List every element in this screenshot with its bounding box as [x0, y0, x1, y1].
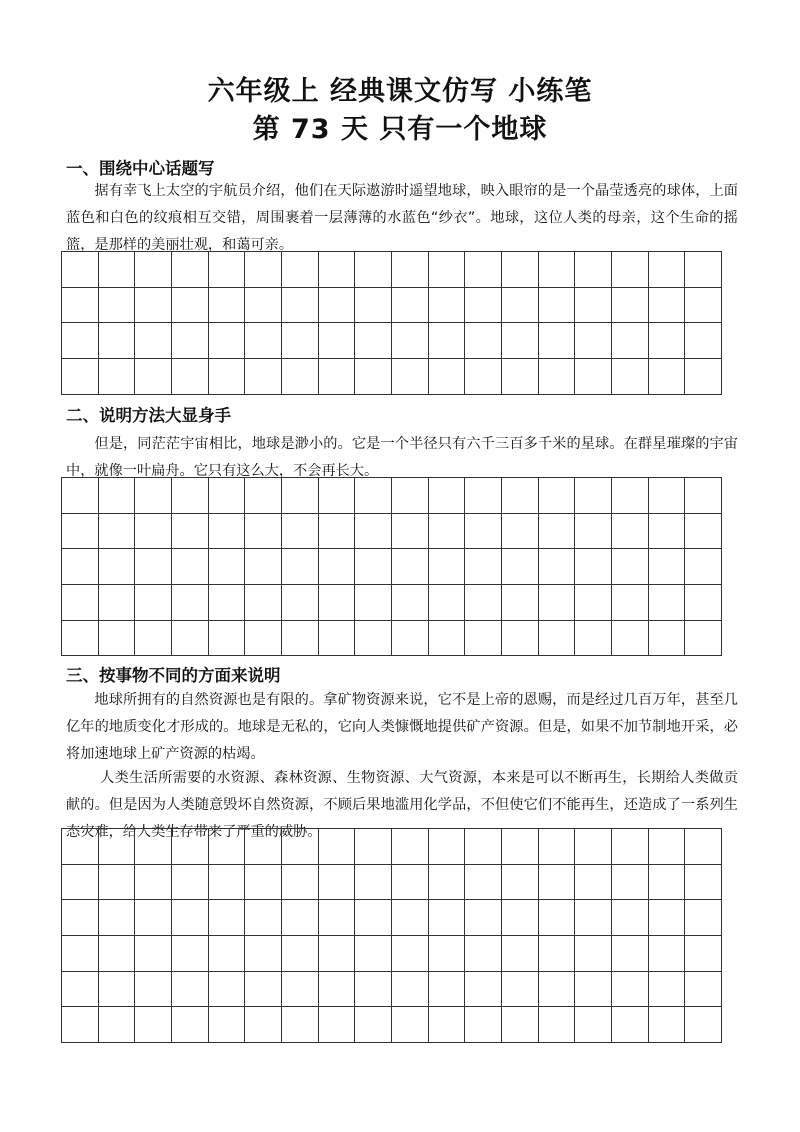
grid-cell[interactable]: [685, 621, 722, 657]
grid-cell[interactable]: [319, 865, 356, 901]
grid-cell[interactable]: [429, 323, 466, 359]
grid-cell[interactable]: [62, 621, 99, 657]
grid-cell[interactable]: [355, 359, 392, 395]
grid-cell[interactable]: [172, 252, 209, 288]
grid-cell[interactable]: [282, 288, 319, 324]
grid-cell[interactable]: [429, 359, 466, 395]
grid-cell[interactable]: [62, 323, 99, 359]
section-1-paragraph: 据有幸飞上太空的宇航员介绍，他们在天际遨游时遥望地球，映入眼帘的是一个晶莹透亮的球体，上面蓝色和白色的纹痕相互交错，周围裹着一层薄薄的水蓝色“纱衣”。地球，这位人类的母亲，这个生命的摇篮，是那样的美丽壮观，和蔼可亲。: [66, 183, 738, 253]
grid-cell[interactable]: [465, 288, 502, 324]
grid-cell[interactable]: [135, 252, 172, 288]
grid-cell[interactable]: [392, 323, 429, 359]
grid-cell[interactable]: [172, 585, 209, 621]
grid-cell[interactable]: [429, 252, 466, 288]
grid-cell[interactable]: [282, 972, 319, 1008]
grid-cell[interactable]: [319, 359, 356, 395]
grid-cell[interactable]: [135, 323, 172, 359]
grid-cell[interactable]: [575, 514, 612, 550]
grid-cell[interactable]: [62, 865, 99, 901]
grid-cell[interactable]: [355, 478, 392, 514]
grid-cell[interactable]: [575, 323, 612, 359]
grid-cell[interactable]: [282, 359, 319, 395]
grid-cell[interactable]: [502, 514, 539, 550]
lesson-title: 第 73 天 只有一个地球: [252, 114, 548, 145]
grid-cell[interactable]: [135, 478, 172, 514]
grid-cell[interactable]: [502, 549, 539, 585]
grid-cell[interactable]: [282, 621, 319, 657]
grid-cell[interactable]: [209, 478, 246, 514]
grid-cell[interactable]: [135, 288, 172, 324]
grid-cell[interactable]: [172, 359, 209, 395]
grid-cell[interactable]: [319, 478, 356, 514]
grid-cell[interactable]: [355, 252, 392, 288]
grid-cell[interactable]: [62, 478, 99, 514]
grid-cell[interactable]: [282, 252, 319, 288]
grid-cell[interactable]: [575, 865, 612, 901]
grid-cell[interactable]: [612, 936, 649, 972]
grid-cell[interactable]: [429, 829, 466, 865]
grid-cell[interactable]: [172, 829, 209, 865]
grid-cell[interactable]: [392, 359, 429, 395]
grid-cell[interactable]: [319, 972, 356, 1008]
grid-cell[interactable]: [429, 936, 466, 972]
grid-cell[interactable]: [135, 972, 172, 1008]
grid-cell[interactable]: [172, 549, 209, 585]
grid-cell[interactable]: [172, 1007, 209, 1043]
grid-cell[interactable]: [282, 829, 319, 865]
grid-cell[interactable]: [209, 549, 246, 585]
grid-cell[interactable]: [99, 621, 136, 657]
grid-cell[interactable]: [99, 323, 136, 359]
grid-cell[interactable]: [649, 1007, 686, 1043]
grid-cell[interactable]: [465, 900, 502, 936]
grid-cell[interactable]: [319, 621, 356, 657]
grid-cell[interactable]: [502, 1007, 539, 1043]
grid-cell[interactable]: [392, 1007, 429, 1043]
grid-cell[interactable]: [392, 972, 429, 1008]
grid-cell[interactable]: [209, 288, 246, 324]
grid-cell[interactable]: [245, 936, 282, 972]
grid-cell[interactable]: [319, 829, 356, 865]
grid-cell[interactable]: [465, 252, 502, 288]
grid-cell[interactable]: [649, 359, 686, 395]
grid-cell[interactable]: [245, 288, 282, 324]
grid-cell[interactable]: [135, 936, 172, 972]
grid-cell[interactable]: [209, 936, 246, 972]
grid-cell[interactable]: [502, 323, 539, 359]
grid-cell[interactable]: [172, 323, 209, 359]
grid-cell[interactable]: [392, 621, 429, 657]
grid-cell[interactable]: [539, 585, 576, 621]
grid-cell[interactable]: [319, 288, 356, 324]
grid-cell[interactable]: [685, 252, 722, 288]
grid-cell[interactable]: [355, 621, 392, 657]
grid-cell[interactable]: [649, 936, 686, 972]
grid-cell[interactable]: [392, 288, 429, 324]
grid-cell[interactable]: [355, 585, 392, 621]
grid-cell[interactable]: [539, 323, 576, 359]
grid-cell[interactable]: [502, 621, 539, 657]
grid-cell[interactable]: [685, 900, 722, 936]
grid-cell[interactable]: [135, 829, 172, 865]
grid-cell[interactable]: [172, 972, 209, 1008]
grid-cell[interactable]: [429, 621, 466, 657]
grid-cell[interactable]: [649, 252, 686, 288]
grid-cell[interactable]: [245, 900, 282, 936]
grid-cell[interactable]: [245, 252, 282, 288]
grid-cell[interactable]: [172, 900, 209, 936]
grid-cell[interactable]: [429, 1007, 466, 1043]
grid-cell[interactable]: [282, 865, 319, 901]
grid-cell[interactable]: [649, 288, 686, 324]
grid-cell[interactable]: [685, 936, 722, 972]
grid-cell[interactable]: [685, 478, 722, 514]
grid-cell[interactable]: [575, 359, 612, 395]
grid-cell[interactable]: [612, 585, 649, 621]
grid-cell[interactable]: [465, 865, 502, 901]
grid-cell[interactable]: [282, 1007, 319, 1043]
grid-cell[interactable]: [392, 936, 429, 972]
grid-cell[interactable]: [245, 323, 282, 359]
grid-cell[interactable]: [392, 865, 429, 901]
grid-cell[interactable]: [429, 549, 466, 585]
grid-cell[interactable]: [282, 478, 319, 514]
grid-cell[interactable]: [685, 288, 722, 324]
grid-cell[interactable]: [465, 585, 502, 621]
writing-grid-3[interactable]: [61, 828, 722, 1043]
grid-cell[interactable]: [649, 323, 686, 359]
grid-cell[interactable]: [282, 323, 319, 359]
grid-cell[interactable]: [355, 900, 392, 936]
writing-grid-2[interactable]: [61, 477, 722, 656]
grid-cell[interactable]: [649, 621, 686, 657]
grid-cell[interactable]: [575, 621, 612, 657]
grid-cell[interactable]: [539, 359, 576, 395]
grid-cell[interactable]: [245, 359, 282, 395]
grid-cell[interactable]: [612, 514, 649, 550]
grid-cell[interactable]: [209, 514, 246, 550]
grid-cell[interactable]: [62, 1007, 99, 1043]
grid-cell[interactable]: [465, 829, 502, 865]
grid-cell[interactable]: [649, 972, 686, 1008]
grid-cell[interactable]: [539, 972, 576, 1008]
grid-cell[interactable]: [172, 478, 209, 514]
grid-cell[interactable]: [172, 936, 209, 972]
grid-cell[interactable]: [502, 865, 539, 901]
grid-cell[interactable]: [355, 1007, 392, 1043]
grid-cell[interactable]: [502, 252, 539, 288]
grid-cell[interactable]: [575, 972, 612, 1008]
grid-cell[interactable]: [649, 900, 686, 936]
grid-cell[interactable]: [245, 621, 282, 657]
grid-cell[interactable]: [245, 478, 282, 514]
grid-cell[interactable]: [355, 936, 392, 972]
grid-cell[interactable]: [685, 829, 722, 865]
grid-cell[interactable]: [685, 359, 722, 395]
grid-cell[interactable]: [539, 549, 576, 585]
grid-cell[interactable]: [612, 1007, 649, 1043]
grid-cell[interactable]: [465, 514, 502, 550]
grid-cell[interactable]: [392, 478, 429, 514]
grid-cell[interactable]: [209, 621, 246, 657]
grid-cell[interactable]: [99, 359, 136, 395]
grid-cell[interactable]: [209, 972, 246, 1008]
grid-cell[interactable]: [465, 323, 502, 359]
section-heading-2: 二、说明方法大显身手: [66, 406, 231, 425]
grid-cell[interactable]: [539, 252, 576, 288]
grid-cell[interactable]: [99, 252, 136, 288]
grid-cell[interactable]: [99, 936, 136, 972]
grid-cell[interactable]: [99, 1007, 136, 1043]
grid-cell[interactable]: [612, 865, 649, 901]
grid-cell[interactable]: [429, 865, 466, 901]
grid-cell[interactable]: [465, 549, 502, 585]
grid-cell[interactable]: [319, 1007, 356, 1043]
grid-cell[interactable]: [649, 585, 686, 621]
grid-cell[interactable]: [502, 585, 539, 621]
writing-grid-1[interactable]: [61, 251, 722, 395]
grid-cell[interactable]: [209, 865, 246, 901]
grid-cell[interactable]: [685, 323, 722, 359]
grid-cell[interactable]: [612, 829, 649, 865]
grid-cell[interactable]: [392, 549, 429, 585]
grid-cell[interactable]: [319, 514, 356, 550]
grid-cell[interactable]: [502, 900, 539, 936]
grid-cell[interactable]: [539, 1007, 576, 1043]
grid-cell[interactable]: [99, 972, 136, 1008]
grid-cell[interactable]: [209, 900, 246, 936]
grid-cell[interactable]: [649, 549, 686, 585]
grid-cell[interactable]: [502, 829, 539, 865]
grid-cell[interactable]: [392, 585, 429, 621]
grid-cell[interactable]: [612, 288, 649, 324]
grid-cell[interactable]: [575, 936, 612, 972]
grid-cell[interactable]: [172, 865, 209, 901]
grid-cell[interactable]: [429, 478, 466, 514]
grid-cell[interactable]: [135, 359, 172, 395]
grid-cell[interactable]: [99, 865, 136, 901]
grid-cell[interactable]: [355, 514, 392, 550]
section-3-paragraph-2: 人类生活所需要的水资源、森林资源、生物资源、大气资源，本来是可以不断再生，长期给人类做贡献的。但是因为人类随意毁坏自然资源，不顾后果地滥用化学品，不但使它们不能再生，还造成了一系列生态灾难，给人类生存带来了严重的威胁。: [66, 770, 738, 840]
grid-cell[interactable]: [319, 252, 356, 288]
grid-cell[interactable]: [502, 359, 539, 395]
grid-cell[interactable]: [685, 514, 722, 550]
grid-cell[interactable]: [99, 549, 136, 585]
grid-cell[interactable]: [245, 829, 282, 865]
grid-cell[interactable]: [319, 900, 356, 936]
grid-cell[interactable]: [282, 514, 319, 550]
grid-cell[interactable]: [209, 1007, 246, 1043]
grid-cell[interactable]: [575, 288, 612, 324]
grid-cell[interactable]: [62, 936, 99, 972]
grid-cell[interactable]: [429, 514, 466, 550]
grid-cell[interactable]: [685, 865, 722, 901]
grid-cell[interactable]: [502, 478, 539, 514]
grid-cell[interactable]: [392, 514, 429, 550]
grid-cell[interactable]: [649, 478, 686, 514]
grid-cell[interactable]: [539, 514, 576, 550]
grid-cell[interactable]: [245, 514, 282, 550]
grid-cell[interactable]: [612, 549, 649, 585]
grid-cell[interactable]: [465, 1007, 502, 1043]
grid-cell[interactable]: [539, 900, 576, 936]
grid-cell[interactable]: [355, 865, 392, 901]
grid-cell[interactable]: [135, 549, 172, 585]
grid-cell[interactable]: [392, 900, 429, 936]
grid-cell[interactable]: [62, 549, 99, 585]
grid-cell[interactable]: [135, 1007, 172, 1043]
grid-cell[interactable]: [685, 549, 722, 585]
grid-cell[interactable]: [575, 585, 612, 621]
grid-cell[interactable]: [539, 936, 576, 972]
grid-cell[interactable]: [135, 865, 172, 901]
grid-cell[interactable]: [465, 936, 502, 972]
grid-cell[interactable]: [172, 621, 209, 657]
grid-cell[interactable]: [245, 1007, 282, 1043]
grid-cell[interactable]: [209, 359, 246, 395]
grid-cell[interactable]: [135, 585, 172, 621]
grid-cell[interactable]: [539, 621, 576, 657]
grid-cell[interactable]: [392, 252, 429, 288]
grid-cell[interactable]: [62, 829, 99, 865]
grid-cell[interactable]: [539, 288, 576, 324]
grid-cell[interactable]: [355, 829, 392, 865]
grid-cell[interactable]: [612, 972, 649, 1008]
grid-cell[interactable]: [539, 865, 576, 901]
grid-cell[interactable]: [245, 865, 282, 901]
grid-cell[interactable]: [649, 865, 686, 901]
section-2-paragraph: 但是，同茫茫宇宙相比，地球是渺小的。它是一个半径只有六千三百多千米的星球。在群星璀璨的宇宙中，就像一叶扁舟。它只有这么大，不会再长大。: [66, 436, 738, 479]
grid-cell[interactable]: [649, 829, 686, 865]
section-3-paragraph-1: 地球所拥有的自然资源也是有限的。拿矿物资源来说，它不是上帝的恩赐，而是经过几百万年，甚至几亿年的地质变化才形成的。地球是无私的，它向人类慷慨地提供矿产资源。但是，如果不加节制地开采，必将加速地球上矿产资源的枯竭。: [66, 692, 738, 762]
grid-cell[interactable]: [392, 829, 429, 865]
grid-cell[interactable]: [429, 972, 466, 1008]
grid-cell[interactable]: [429, 900, 466, 936]
grid-cell[interactable]: [319, 585, 356, 621]
grid-cell[interactable]: [135, 514, 172, 550]
section-heading-3: 三、按事物不同的方面来说明: [66, 666, 281, 685]
grid-cell[interactable]: [172, 514, 209, 550]
grid-cell[interactable]: [685, 585, 722, 621]
grid-cell[interactable]: [465, 478, 502, 514]
grid-cell[interactable]: [612, 359, 649, 395]
grid-cell[interactable]: [135, 621, 172, 657]
grid-cell[interactable]: [355, 972, 392, 1008]
grid-cell[interactable]: [99, 585, 136, 621]
grid-cell[interactable]: [685, 1007, 722, 1043]
grid-cell[interactable]: [502, 936, 539, 972]
grid-cell[interactable]: [99, 288, 136, 324]
grid-cell[interactable]: [612, 478, 649, 514]
grid-cell[interactable]: [575, 478, 612, 514]
grid-cell[interactable]: [245, 585, 282, 621]
grid-cell[interactable]: [245, 549, 282, 585]
grid-cell[interactable]: [135, 900, 172, 936]
grid-cell[interactable]: [575, 1007, 612, 1043]
grid-cell[interactable]: [465, 972, 502, 1008]
grid-cell[interactable]: [282, 900, 319, 936]
grid-cell[interactable]: [429, 288, 466, 324]
grid-cell[interactable]: [282, 585, 319, 621]
grid-cell[interactable]: [465, 359, 502, 395]
grid-cell[interactable]: [62, 585, 99, 621]
grid-cell[interactable]: [62, 359, 99, 395]
worksheet-title: 六年级上 经典课文仿写 小练笔: [207, 76, 593, 107]
grid-cell[interactable]: [172, 288, 209, 324]
grid-cell[interactable]: [62, 514, 99, 550]
grid-cell[interactable]: [539, 478, 576, 514]
grid-cell[interactable]: [355, 288, 392, 324]
grid-cell[interactable]: [245, 972, 282, 1008]
grid-cell[interactable]: [62, 972, 99, 1008]
grid-cell[interactable]: [575, 829, 612, 865]
grid-cell[interactable]: [612, 323, 649, 359]
grid-cell[interactable]: [209, 829, 246, 865]
grid-cell[interactable]: [62, 900, 99, 936]
grid-cell[interactable]: [319, 549, 356, 585]
grid-cell[interactable]: [539, 829, 576, 865]
grid-cell[interactable]: [209, 585, 246, 621]
grid-cell[interactable]: [429, 585, 466, 621]
grid-cell[interactable]: [99, 478, 136, 514]
grid-cell[interactable]: [319, 936, 356, 972]
grid-cell[interactable]: [575, 549, 612, 585]
grid-cell[interactable]: [319, 323, 356, 359]
grid-cell[interactable]: [99, 514, 136, 550]
grid-cell[interactable]: [355, 323, 392, 359]
grid-cell[interactable]: [649, 514, 686, 550]
grid-cell[interactable]: [62, 252, 99, 288]
grid-cell[interactable]: [99, 829, 136, 865]
grid-cell[interactable]: [282, 549, 319, 585]
grid-cell[interactable]: [62, 288, 99, 324]
grid-cell[interactable]: [575, 900, 612, 936]
grid-cell[interactable]: [209, 252, 246, 288]
grid-cell[interactable]: [282, 936, 319, 972]
grid-cell[interactable]: [355, 549, 392, 585]
grid-cell[interactable]: [612, 900, 649, 936]
grid-cell[interactable]: [502, 288, 539, 324]
grid-cell[interactable]: [99, 900, 136, 936]
grid-cell[interactable]: [209, 323, 246, 359]
grid-cell[interactable]: [575, 252, 612, 288]
grid-cell[interactable]: [502, 972, 539, 1008]
grid-cell[interactable]: [685, 972, 722, 1008]
grid-cell[interactable]: [612, 252, 649, 288]
grid-cell[interactable]: [465, 621, 502, 657]
grid-cell[interactable]: [612, 621, 649, 657]
section-heading-1: 一、围绕中心话题写: [66, 159, 215, 178]
